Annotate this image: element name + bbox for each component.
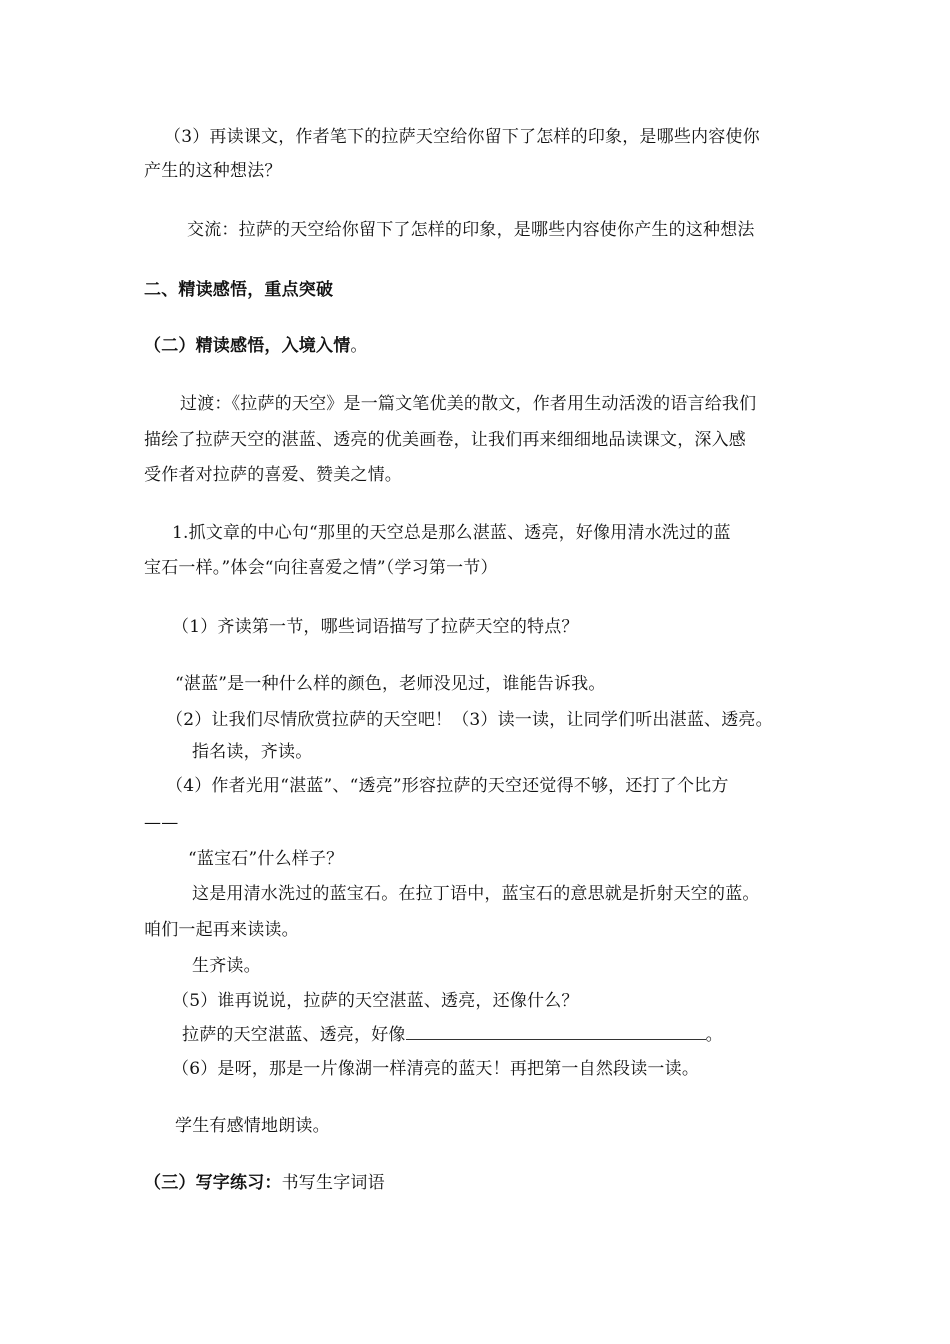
subsection-heading-3-text: 书写生字词语: [281, 1173, 385, 1193]
sapphire-question: “蓝宝石”什么样子？: [188, 849, 344, 869]
students-read: 生齐读。: [192, 956, 261, 976]
sapphire-explanation-line-1: 这是用清水洗过的蓝宝石。在拉丁语中，蓝宝石的意思就是折射天空的蓝。: [192, 884, 760, 904]
subsection-heading-3-title: （三）写字练习：: [144, 1173, 282, 1193]
subsection-heading-2-period: 。: [350, 336, 368, 356]
subsection-heading-3: [144, 1172, 385, 1194]
sapphire-explanation-line-2: 咱们一起再来读读。: [144, 920, 299, 940]
subsection-heading-2: [144, 335, 368, 357]
transition-line-1: 过渡：《拉萨的天空》是一篇文笔优美的散文，作者用生动活泼的语言给我们: [180, 394, 757, 414]
fill-in-sentence: [182, 1023, 723, 1046]
question-5: （5）谁再说说，拉萨的天空湛蓝、透亮，还像什么？: [172, 991, 579, 1011]
question-3-line-1: （3）再读课文，作者笔下的拉萨天空给你留下了怎样的印象，是哪些内容使你: [164, 127, 760, 147]
exchange-paragraph: 交流：拉萨的天空给你留下了怎样的印象，是哪些内容使你产生的这种想法: [187, 220, 755, 240]
question-6: （6）是呀，那是一片像湖一样清亮的蓝天！再把第一自然段读一读。: [172, 1059, 700, 1079]
question-4: （4）作者光用“湛蓝”、“透亮”形容拉萨的天空还觉得不够，还打了个比方: [166, 776, 729, 796]
zhanlan-question: “湛蓝”是一种什么样的颜色，老师没见过，谁能告诉我。: [175, 674, 606, 694]
subsection-heading-2-title: （二）精读感悟，入境入情: [144, 336, 351, 356]
point-1-line-1: 1.抓文章的中心句“那里的天空总是那么湛蓝、透亮，好像用清水洗过的蓝: [172, 523, 731, 543]
question-1: （1）齐读第一节，哪些词语描写了拉萨天空的特点？: [172, 617, 579, 637]
transition-line-2: 描绘了拉萨天空的湛蓝、透亮的优美画卷，让我们再来细细地品读课文，深入感: [144, 430, 746, 450]
students-read-aloud: 学生有感情地朗读。: [175, 1116, 330, 1136]
reading-instruction: 指名读，齐读。: [192, 742, 313, 762]
dash-line: ——: [144, 813, 179, 833]
transition-line-3: 受作者对拉萨的喜爱、赞美之情。: [144, 465, 402, 485]
point-1-line-2: 宝石一样。”体会“向往喜爱之情”（学习第一节）: [144, 558, 498, 578]
fill-in-prefix: 拉萨的天空湛蓝、透亮，好像: [182, 1025, 406, 1045]
question-2-3: （2）让我们尽情欣赏拉萨的天空吧！（3）读一读，让同学们听出湛蓝、透亮。: [166, 710, 773, 730]
section-heading-2: 二、精读感悟，重点突破: [144, 280, 334, 300]
fill-in-period: 。: [705, 1025, 723, 1045]
fill-in-blank: [406, 1023, 706, 1040]
question-3-line-2: 产生的这种想法？: [144, 161, 282, 181]
